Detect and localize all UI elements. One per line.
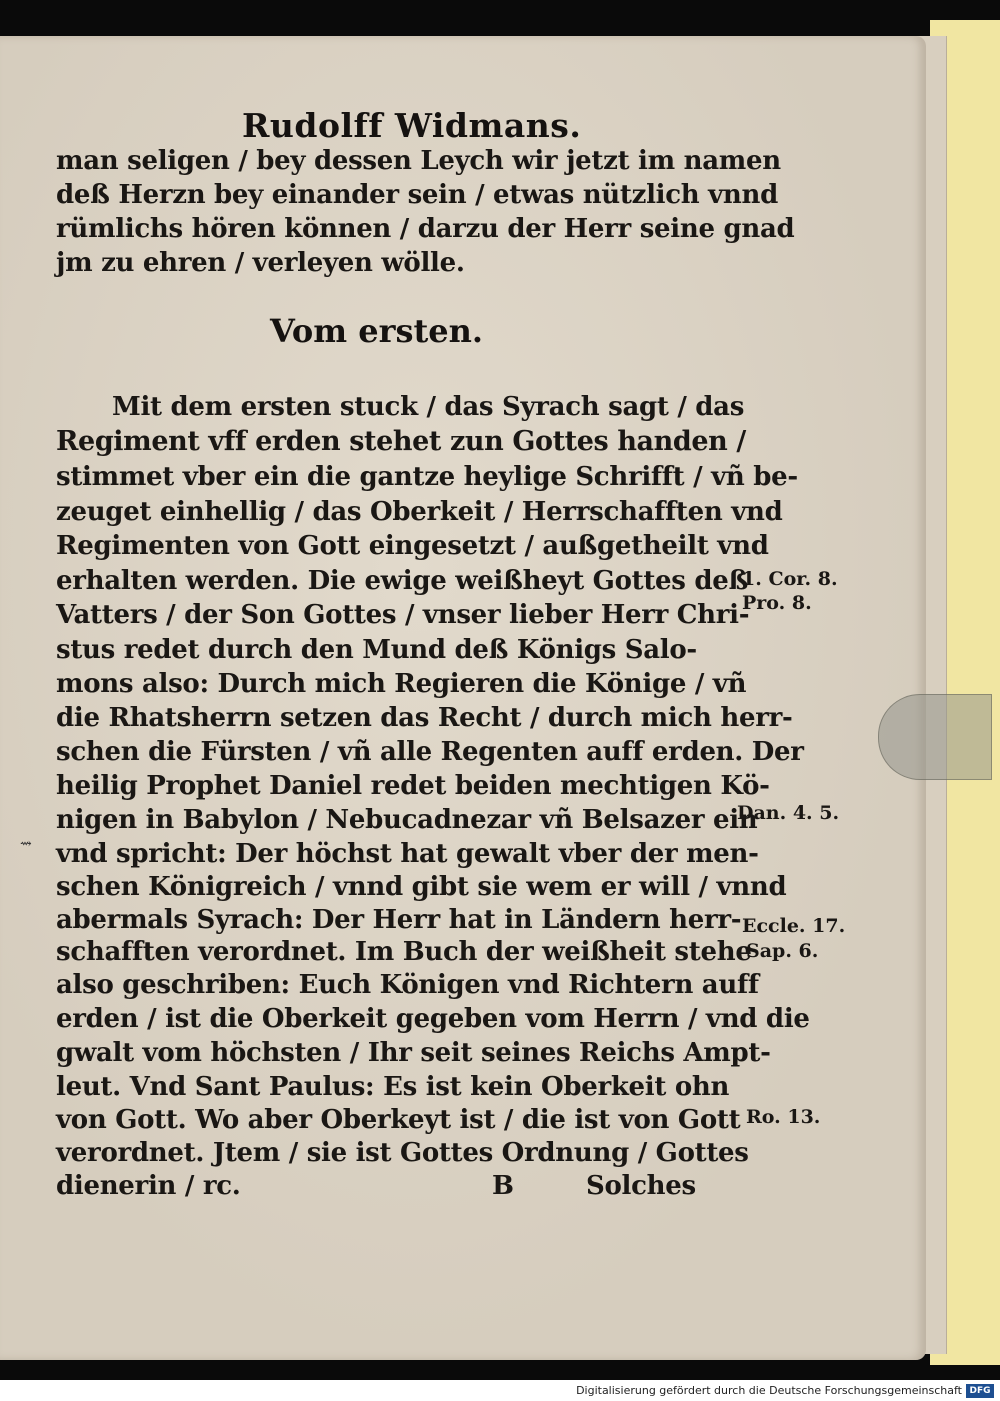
margin-note: Eccle. 17. (742, 915, 846, 937)
clip-tab (878, 694, 992, 780)
catchword: Solches (586, 1171, 696, 1201)
margin-note: Dan. 4. 5. (737, 802, 840, 824)
text-line: Regiment vff erden stehet zun Gottes handen / (56, 426, 746, 457)
funding-credit: Digitalisierung gefördert durch die Deutsche Forschungsgemeinschaft (576, 1384, 962, 1397)
margin-note: Pro. 8. (742, 592, 812, 614)
margin-note: Ro. 13. (746, 1106, 821, 1128)
text-line: schen die Fürsten / vñ alle Regenten auff erden. Der (56, 737, 804, 767)
text-line: dienerin / rc. (56, 1171, 241, 1201)
text-line: erhalten werden. Die ewige weißheyt Gottes deß (56, 566, 748, 596)
text-line: man seligen / bey dessen Leych wir jetzt im namen (56, 146, 781, 176)
text-line: Vatters / der Son Gottes / vnser lieber Herr Chri- (56, 600, 750, 630)
text-line: jm zu ehren / verleyen wölle. (56, 248, 465, 278)
text-line: Mit dem ersten stuck / das Syrach sagt / das (112, 392, 745, 422)
text-line: vnd spricht: Der höchst hat gewalt vber der men- (56, 839, 759, 869)
text-line: stimmet vber ein die gantze heylige Schrifft / vñ be- (56, 462, 798, 492)
text-line: nigen in Babylon / Nebucadnezar vñ Belsazer ein (56, 805, 758, 835)
signature-mark: B (492, 1171, 514, 1201)
text-line: stus redet durch den Mund deß Königs Salo- (56, 635, 697, 665)
footer-bar (0, 1382, 1000, 1401)
text-line: schafften verordnet. Im Buch der weißheit stehe (56, 937, 752, 967)
section-heading: Vom ersten. (270, 312, 484, 350)
margin-arrow-mark: ⇝ (20, 836, 32, 852)
text-line: die Rhatsherrn setzen das Recht / durch mich herr- (56, 703, 793, 733)
text-line: erden / ist die Oberkeit gegeben vom Herrn / vnd die (56, 1004, 810, 1034)
running-head: Rudolff Widmans. (242, 106, 582, 145)
text-line: also geschriben: Euch Königen vnd Richtern auff (56, 970, 759, 1000)
text-line: rümlichs hören können / darzu der Herr seine gnad (56, 214, 795, 244)
text-line: deß Herzn bey einander sein / etwas nützlich vnnd (56, 180, 779, 210)
text-line: von Gott. Wo aber Oberkeyt ist / die ist von Gott (56, 1105, 741, 1135)
text-line: heilig Prophet Daniel redet beiden mechtigen Kö- (56, 771, 770, 801)
text-line: verordnet. Jtem / sie ist Gottes Ordnung / Gottes (56, 1138, 749, 1168)
text-line: mons also: Durch mich Regieren die Könige / vñ (56, 669, 747, 699)
text-line: Regimenten von Gott eingesetzt / außgetheilt vnd (56, 531, 769, 561)
text-line: schen Königreich / vnnd gibt sie wem er will / vnnd (56, 872, 787, 902)
text-line: abermals Syrach: Der Herr hat in Ländern herr- (56, 905, 742, 935)
text-line: leut. Vnd Sant Paulus: Es ist kein Oberkeit ohn (56, 1072, 730, 1102)
text-line: zeuget einhellig / das Oberkeit / Herrschafften vnd (56, 497, 783, 527)
margin-note: 1. Cor. 8. (742, 568, 838, 590)
dfg-logo-icon: DFG (966, 1384, 994, 1398)
text-line: gwalt vom höchsten / Ihr seit seines Reichs Ampt- (56, 1038, 771, 1068)
margin-note: Sap. 6. (746, 940, 819, 962)
